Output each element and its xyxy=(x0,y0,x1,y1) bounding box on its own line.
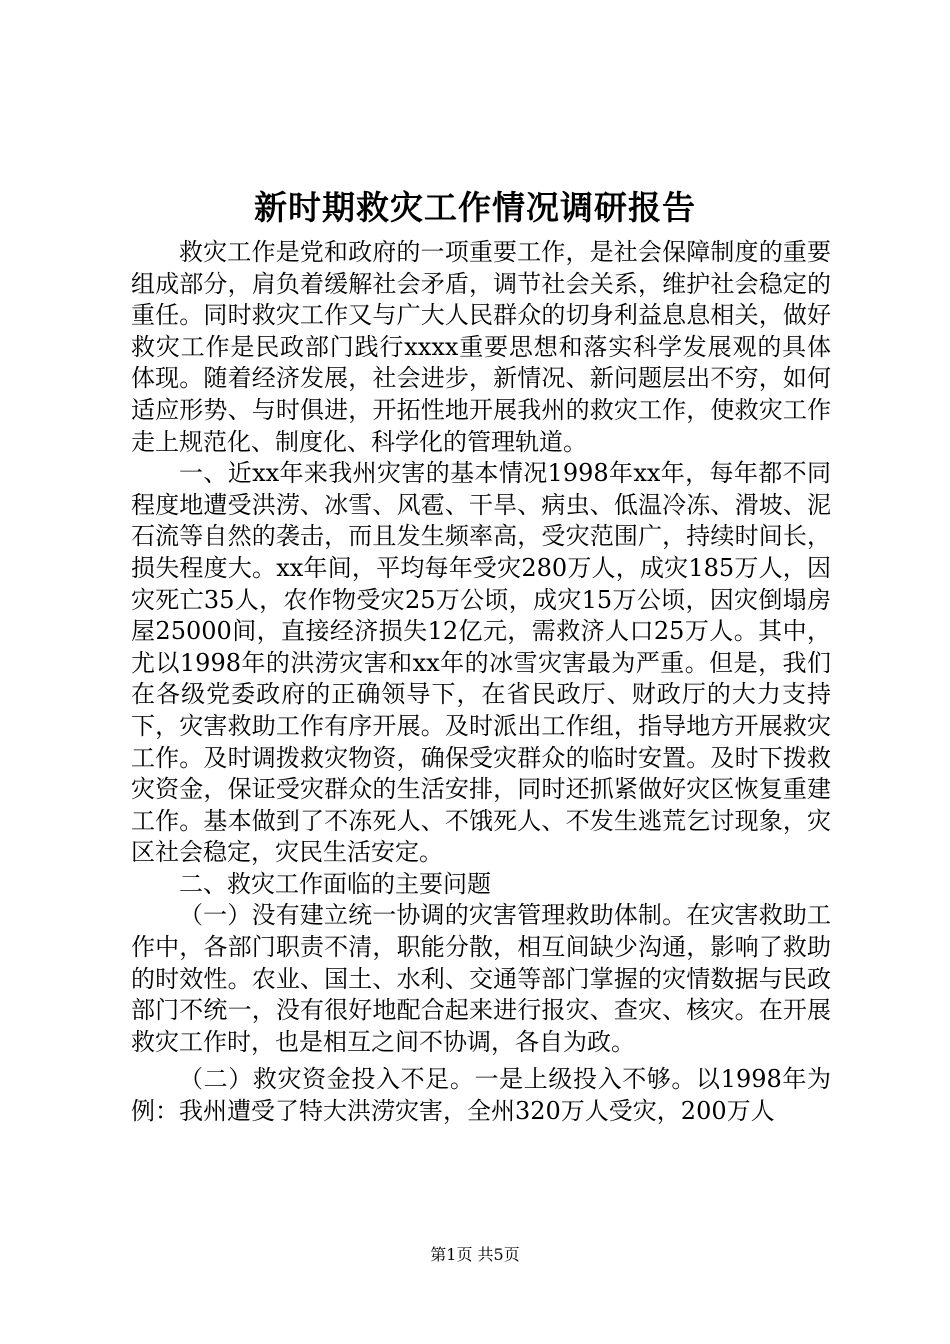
paragraph-intro: 救灾工作是党和政府的一项重要工作，是社会保障制度的重要组成部分，肩负着缓解社会矛盾，调节社会关系，维护社会稳定的重任。同时救灾工作又与广大人民群众的切身利益息息相关，做好救灾工作是民政部门践行xxxx重要思想和落实科学发展观的具体体现。随着经济发展，社会进步，新情况、新问题层出不穷，如何适应形势、与时俱进，开拓性地开展我州的救灾工作，使救灾工作走上规范化、制度化、科学化的管理轨道。 xyxy=(131,238,831,456)
page-footer: 第1页 共5页 xyxy=(430,1245,520,1264)
document-body xyxy=(131,237,831,1128)
paragraph-section-1: 一、近xx年来我州灾害的基本情况1998年xx年，每年都不同程度地遭受洪涝、冰雪、风雹、干旱、病虫、低温冷冻、滑坡、泥石流等自然的袭击，而且发生频率高，受灾范围广，持续时间长，损失程度大。xx年间，平均每年受灾280万人，成灾185万人，因灾死亡35人，农作物受灾25万公顷，成灾15万公顷，因灾倒塌房屋25000间，直接经济损失12亿元，需救济人口25万人。其中，尤以1998年的洪涝灾害和xx年的冰雪灾害最为严重。但是，我们在各级党委政府的正确领导下，在省民政厅、财政厅的大力支持下，灾害救助工作有序开展。及时派出工作组，指导地方开展救灾工作。及时调拨救灾物资，确保受灾群众的临时安置。及时下拨救灾资金，保证受灾群众的生活安排，同时还抓紧做好灾区恢复重建工作。基本做到了不冻死人、不饿死人、不发生逃荒乞讨现象，灾区社会稳定，灾民生活安定。 xyxy=(131,459,831,867)
heading-section-2: 二、救灾工作面临的主要问题 xyxy=(179,869,491,898)
paragraph-subsection-2: （二）救灾资金投入不足。一是上级投入不够。以1998年为例：我州遭受了特大洪涝灾害，全州320万人受灾，200万人 xyxy=(131,1065,831,1126)
document-title: 新时期救灾工作情况调研报告 xyxy=(254,188,696,227)
paragraph-subsection-1: （一）没有建立统一协调的灾害管理救助体制。在灾害救助工作中，各部门职责不清，职能分散，相互间缺少沟通，影响了救助的时效性。农业、国土、水利、交通等部门掌握的灾情数据与民政部门不统一，没有很好地配合起来进行报灾、查灾、核灾。在开展救灾工作时，也是相互之间不协调，各自为政。 xyxy=(131,901,831,1056)
